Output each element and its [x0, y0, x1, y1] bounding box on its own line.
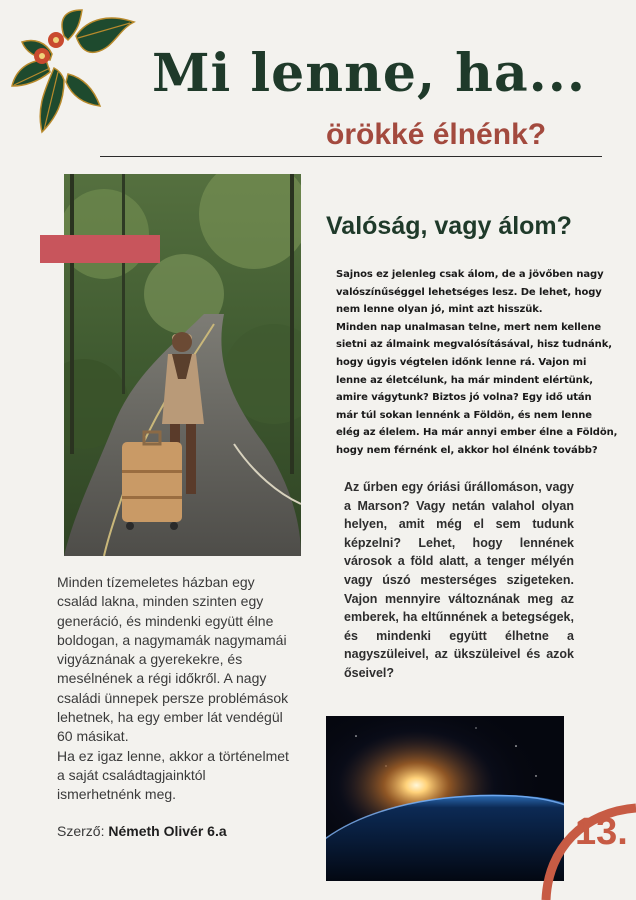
text-line: lenne az életcélunk, ha már mindent elértünk, — [336, 374, 593, 386]
text-line: valószínűséggel lehetséges lesz. De lehet, hogy — [336, 286, 602, 298]
author-name: Németh Olivér 6.a — [108, 823, 227, 839]
text-line: a saját családtagjainktól — [57, 766, 206, 783]
second-paragraph: Az űrben egy óriási űrállomáson, vagy a Marson? Vagy netán valahol olyan helyen, amit még el sem tudunk képzelni? Lehet, hogy lennének városok a föld alatt, a tenger mélyén vagy úszó mesterséges szigeteken. Vajon mennyire változnának meg az emberek, ha eltűnnének a betegségek, és mindenki együtt élhetne a nagyszüleivel, az ükszüleivel és azok őseivel? — [344, 480, 574, 680]
page-title: Mi lenne, ha... — [152, 43, 586, 104]
author-label: Szerző: — [57, 823, 109, 839]
text-line: Ha ez igaz lenne, akkor a történelmet — [57, 747, 289, 764]
text-line: Minden tízemeletes házban egy — [57, 574, 255, 590]
text-line: elég az élelem. Ha már annyi ember élne a Földön, — [336, 427, 618, 439]
text-line: lehetnek, ha egy ember lát vendégül — [57, 709, 283, 726]
text-line: sietni az álmaink megvalósításával, hisz tudnánk, — [336, 339, 612, 351]
intro-paragraph — [336, 266, 618, 460]
accent-bar — [40, 235, 160, 263]
text-line: mesélnének a régi időkről. A nagy — [57, 670, 267, 687]
text-line: Sajnos ez jelenleg csak álom, de a jövőben nagy — [336, 269, 604, 280]
author-line — [57, 823, 227, 839]
section-heading: Valóság, vagy álom? — [326, 212, 572, 240]
text-line: hogy nem férnénk el, akkor hol élnénk tovább? — [336, 444, 598, 456]
text-line: családi ünnepek persze problémások — [57, 689, 289, 706]
text-line: generáció, és mindenki együtt élne — [57, 612, 274, 629]
text-line: Minden nap unalmasan telne, mert nem kellene — [336, 321, 602, 333]
header-divider — [100, 156, 602, 157]
family-paragraph — [57, 573, 307, 805]
text-line: 60 másikat. — [57, 728, 129, 745]
text-line: már túl sokan lennénk a Földön, és nem lenne — [336, 409, 592, 421]
text-line: boldogan, a nagymamák nagymamái — [57, 631, 287, 648]
woman-with-suitcase-on-road-photo — [64, 174, 301, 556]
page-number: 13. — [575, 811, 628, 853]
text-line: vigyáznának a gyerekekre, és — [57, 651, 243, 668]
page-subtitle: örökké élnénk? — [326, 118, 547, 151]
text-line: amire vágytunk? Biztos jó volna? Egy idő után — [336, 392, 592, 404]
text-line: család lakna, minden szinten egy — [57, 593, 264, 610]
text-line: hogy úgyis végtelen időnk lenne rá. Vajon mi — [336, 356, 587, 368]
text-line: ismerhetnénk meg. — [57, 786, 177, 803]
text-line: nem lenne olyan jó, mint azt hisszük. — [336, 304, 543, 316]
holly-icon — [6, 8, 146, 142]
earth-sunrise-from-space-photo — [326, 716, 564, 881]
